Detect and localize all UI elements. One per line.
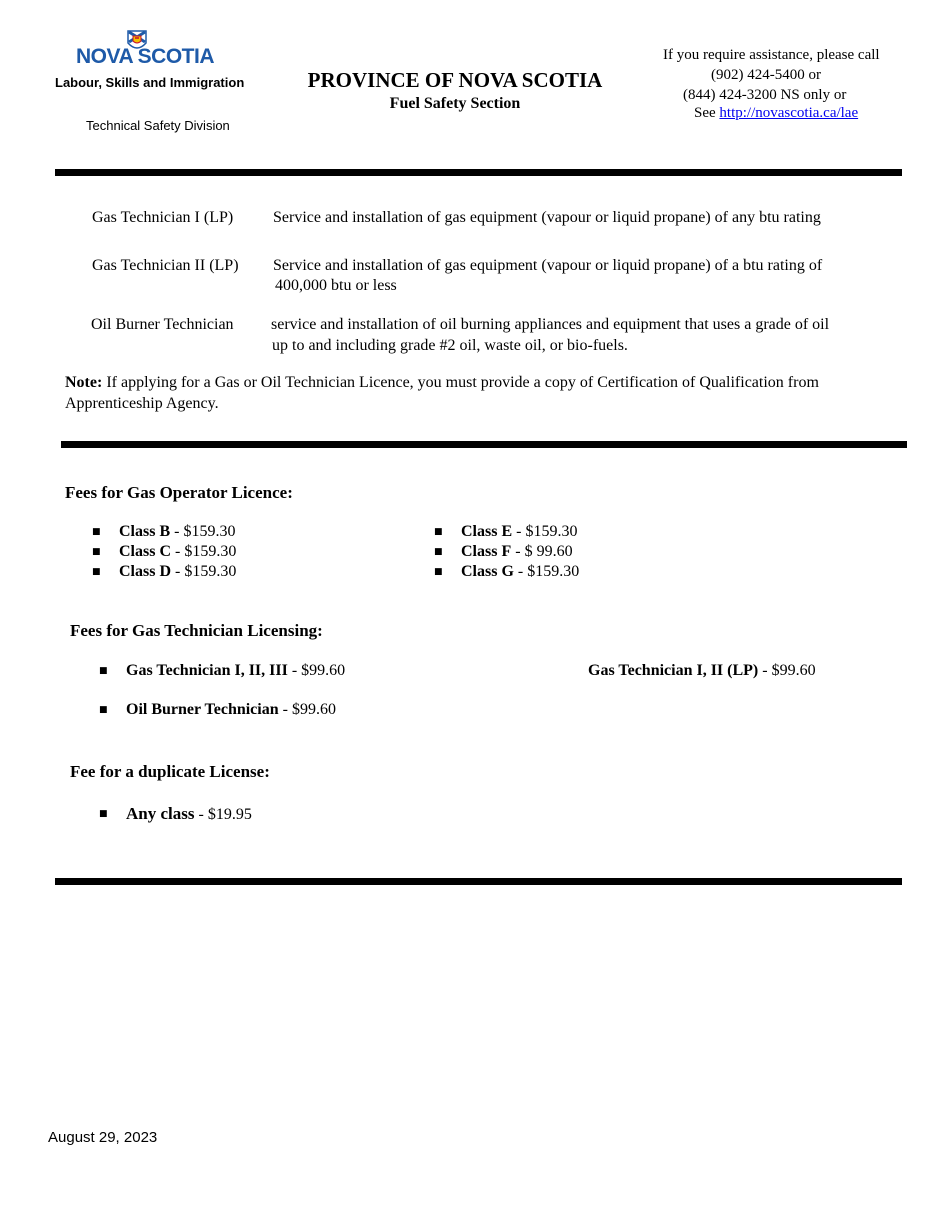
technician-fees-heading: Fees for Gas Technician Licensing: xyxy=(70,621,323,640)
note-line-1 xyxy=(65,373,819,393)
licence-desc-gas-tech-2-lp-cont: 400,000 btu or less xyxy=(275,277,397,294)
technician-fee-item: Gas Technician I, II (LP) - $99.60 xyxy=(588,662,816,679)
logo-wordmark: NOVA SCOTIA xyxy=(76,45,215,68)
note-line-2: Apprenticeship Agency. xyxy=(65,395,219,412)
assist-line-2: (902) 424-5400 or xyxy=(711,67,821,83)
licence-desc-gas-tech-1-lp: Service and installation of gas equipment (vapour or liquid propane) of any btu rating xyxy=(273,209,821,226)
page-subtitle: Fuel Safety Section xyxy=(389,95,521,112)
assist-see-label: See xyxy=(694,105,716,121)
licence-name-gas-tech-1-lp: Gas Technician I (LP) xyxy=(92,209,234,226)
document-date: August 29, 2023 xyxy=(48,1129,158,1146)
assist-line-3: (844) 424-3200 NS only or xyxy=(683,87,847,103)
note-label: Note: xyxy=(65,374,103,391)
licence-desc-oil-burner-cont: up to and including grade #2 oil, waste oil, or bio-fuels. xyxy=(272,337,628,354)
operator-fee-item: Class G - $159.30 xyxy=(461,563,580,580)
operator-fee-item: Class E - $159.30 xyxy=(461,523,578,540)
square-bullet-icon: ■ xyxy=(434,547,443,557)
square-bullet-icon: ■ xyxy=(99,666,108,676)
operator-fees-heading: Fees for Gas Operator Licence: xyxy=(65,483,293,502)
technician-fee-item: Gas Technician I, II, III - $99.60 xyxy=(126,662,346,679)
operator-fee-item: Class B - $159.30 xyxy=(119,523,236,540)
operator-fee-item: Class D - $159.30 xyxy=(119,563,237,580)
operator-fee-item: Class F - $ 99.60 xyxy=(461,543,573,560)
technician-fee-item: Oil Burner Technician - $99.60 xyxy=(126,701,336,718)
lae-website-link[interactable]: http://novascotia.ca/lae xyxy=(719,105,859,121)
square-bullet-icon: ■ xyxy=(92,547,101,557)
page-title: PROVINCE OF NOVA SCOTIA xyxy=(307,68,603,92)
department-name: Labour, Skills and Immigration xyxy=(55,75,245,90)
licence-desc-oil-burner: service and installation of oil burning appliances and equipment that uses a grade of oil xyxy=(271,316,830,333)
bottom-divider xyxy=(55,878,902,885)
square-bullet-icon: ■ xyxy=(99,705,108,715)
square-bullet-icon: ■ xyxy=(92,527,101,537)
square-bullet-icon: ■ xyxy=(92,567,101,577)
duplicate-fee-item: Any class - $19.95 xyxy=(126,804,252,823)
duplicate-fee-heading: Fee for a duplicate License: xyxy=(70,762,270,781)
assist-line-4 xyxy=(694,105,858,122)
square-bullet-icon: ■ xyxy=(434,527,443,537)
licence-name-gas-tech-2-lp: Gas Technician II (LP) xyxy=(92,257,239,274)
note-text: If applying for a Gas or Oil Technician Licence, you must provide a copy of Certification of Qualification from xyxy=(106,374,819,391)
assist-line-1: If you require assistance, please call xyxy=(663,47,880,63)
division-name: Technical Safety Division xyxy=(86,118,230,133)
top-divider xyxy=(55,169,902,176)
licence-name-oil-burner: Oil Burner Technician xyxy=(91,316,234,333)
licence-desc-gas-tech-2-lp: Service and installation of gas equipment (vapour or liquid propane) of a btu rating of xyxy=(273,257,823,274)
operator-fee-item: Class C - $159.30 xyxy=(119,543,237,560)
square-bullet-icon: ■ xyxy=(434,567,443,577)
middle-divider xyxy=(61,441,907,448)
square-bullet-icon: ■ xyxy=(99,809,108,819)
